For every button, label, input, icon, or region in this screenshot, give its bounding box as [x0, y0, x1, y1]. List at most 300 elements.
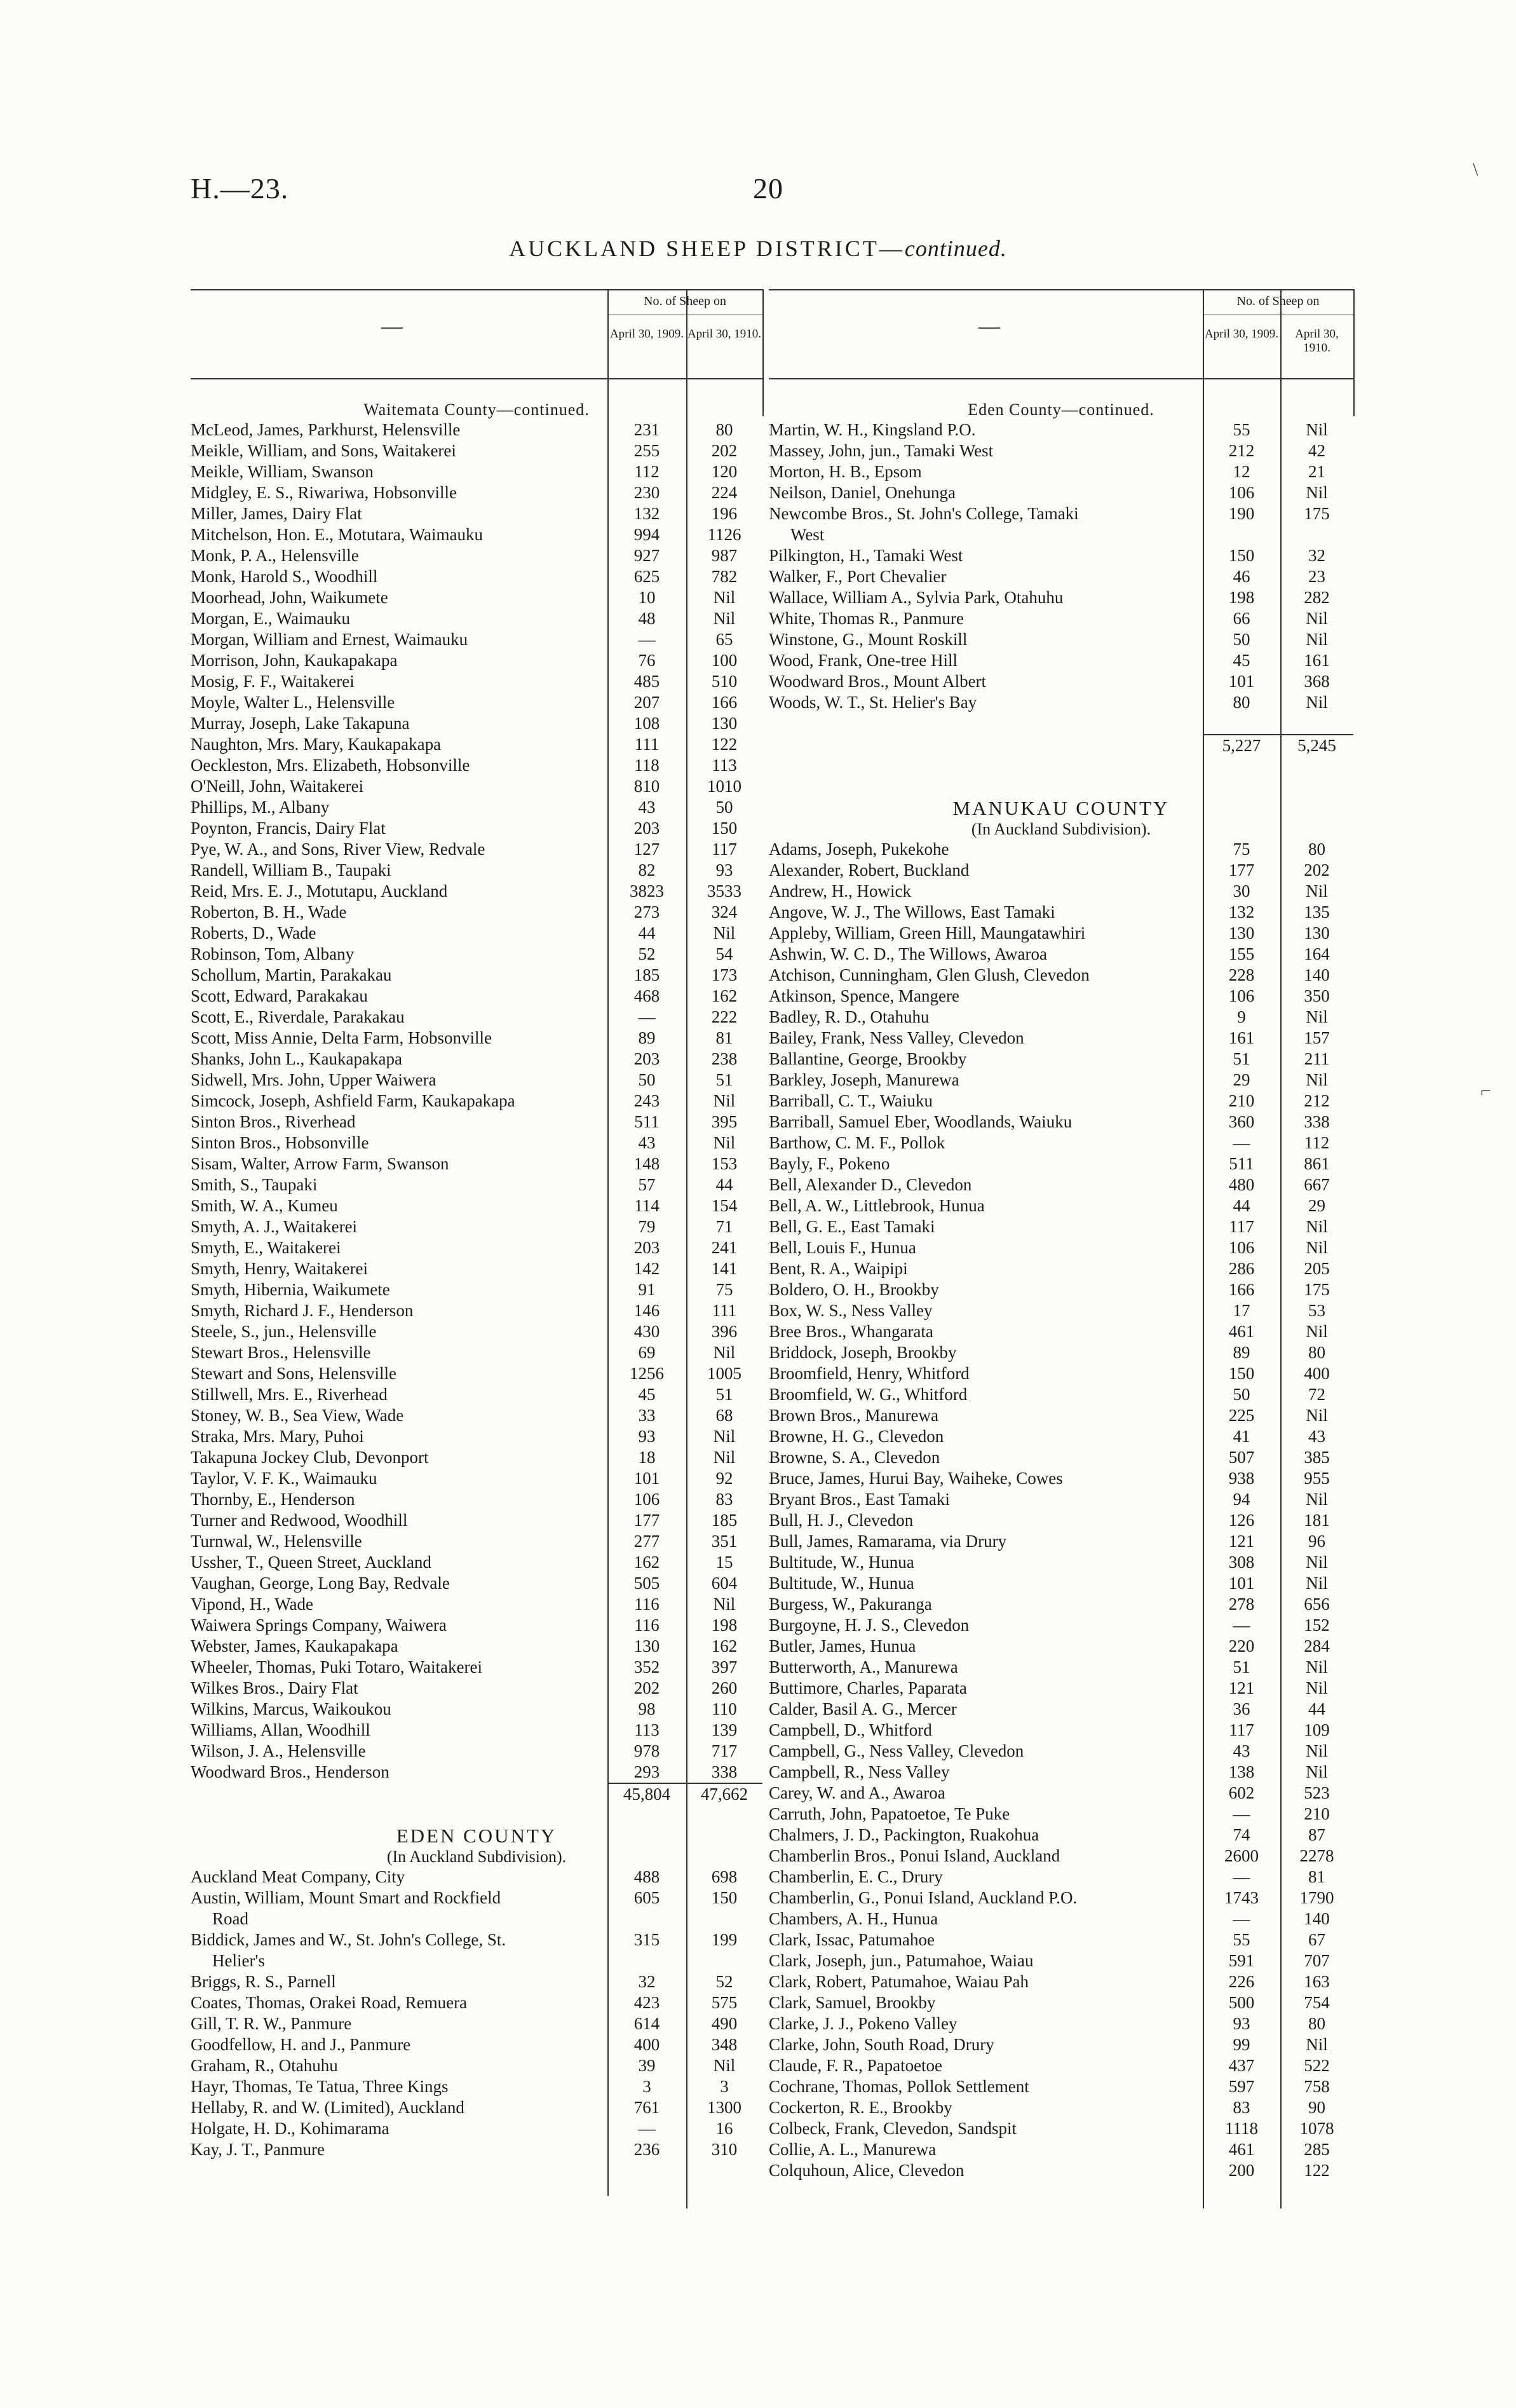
sheep-1909: 46: [1233, 567, 1250, 586]
table-row: [769, 1678, 1353, 1699]
owner-name: Bayly, F., Pokeno: [769, 1154, 890, 1173]
owner-name: Calder, Basil A. G., Mercer: [769, 1699, 957, 1718]
sheep-1910: 758: [1304, 2077, 1330, 2096]
total-1910: 47,662: [686, 1783, 762, 1805]
owner-name: Sisam, Walter, Arrow Farm, Swanson: [191, 1154, 449, 1173]
sheep-1909: 79: [638, 1217, 656, 1236]
sheep-1909: 50: [1233, 1385, 1250, 1404]
table-row: [191, 1573, 762, 1594]
owner-name: Sidwell, Mrs. John, Upper Waiwera: [191, 1070, 437, 1089]
sheep-1909: 810: [633, 777, 660, 796]
row-continuation: Helier's: [212, 1951, 265, 1970]
owner-name: Clark, Robert, Patumahoe, Waiau Pah: [769, 1972, 1029, 1991]
sheep-1910: 282: [1304, 588, 1330, 607]
sheep-1909: 55: [1233, 420, 1250, 439]
table-row: [191, 1971, 762, 1992]
sheep-1910: 154: [711, 1196, 738, 1215]
sheep-1909: 605: [633, 1888, 660, 1907]
table-row: [191, 797, 762, 818]
table-row: [769, 1657, 1353, 1678]
header-dash: —: [381, 315, 403, 338]
owner-name: Kay, J. T., Panmure: [191, 2140, 325, 2159]
owner-name: Hellaby, R. and W. (Limited), Auckland: [191, 2098, 464, 2117]
sheep-1909: 43: [638, 798, 656, 817]
owner-name: Badley, R. D., Otahuhu: [769, 1007, 930, 1026]
table-row: [191, 1342, 762, 1363]
table-row: [769, 1258, 1353, 1279]
owner-name: Moyle, Walter L., Helensville: [191, 693, 395, 712]
owner-name: Monk, P. A., Helensville: [191, 546, 359, 565]
sheep-1910: Nil: [713, 1091, 736, 1110]
sheep-1909: 101: [633, 1469, 660, 1488]
sheep-1910: 16: [715, 2119, 733, 2138]
sheep-1909: 66: [1233, 609, 1250, 628]
table-row: [769, 482, 1353, 503]
owner-name: Meikle, William, and Sons, Waitakerei: [191, 441, 456, 460]
table-row: [769, 1929, 1353, 1950]
table-row: [191, 1657, 762, 1678]
sheep-1909: 142: [633, 1259, 660, 1278]
owner-name: Smyth, A. J., Waitakerei: [191, 1217, 358, 1236]
sheep-1909: 177: [633, 1511, 660, 1530]
table-rows: [191, 400, 762, 2160]
owner-name: Graham, R., Otahuhu: [191, 2056, 338, 2075]
owner-name: Box, W. S., Ness Valley: [769, 1301, 933, 1320]
sheep-1910: Nil: [1306, 609, 1328, 628]
table-row: [191, 881, 762, 902]
spacer: [769, 776, 1353, 797]
sheep-1909: 75: [1233, 840, 1250, 859]
year-1909-header: April 30, 1909.: [609, 327, 684, 341]
owner-name: Poynton, Francis, Dairy Flat: [191, 819, 386, 838]
owner-name: Morgan, E., Waimauku: [191, 609, 351, 628]
table-row: [191, 587, 762, 608]
table-row: [769, 965, 1353, 986]
sheep-1909: 93: [638, 1427, 656, 1446]
owner-name: Campbell, R., Ness Valley: [769, 1762, 950, 1781]
sheep-1909: —: [1233, 1616, 1250, 1635]
sheep-1910: Nil: [713, 2056, 736, 2075]
sheep-1909: 1118: [1225, 2119, 1258, 2138]
sheep-1910: 71: [715, 1217, 733, 1236]
owner-name: Bell, Alexander D., Clevedon: [769, 1175, 972, 1194]
sheep-1909: 430: [633, 1322, 660, 1341]
owner-name: Scott, Edward, Parakakau: [191, 986, 368, 1005]
spacer: [191, 1804, 762, 1825]
table-row: [191, 1174, 762, 1195]
table-row: [769, 860, 1353, 881]
owner-name: Bryant Bros., East Tamaki: [769, 1490, 950, 1509]
table-row: [191, 986, 762, 1007]
sheep-1909: 146: [633, 1301, 660, 1320]
sheep-1910: 522: [1304, 2056, 1330, 2075]
sheep-1910: 53: [1308, 1301, 1325, 1320]
sheep-1910: 43: [1308, 1427, 1325, 1446]
owner-name: Appleby, William, Green Hill, Maungatawhiri: [769, 923, 1086, 942]
table-row: [769, 881, 1353, 902]
sheep-1910: 338: [1304, 1112, 1330, 1131]
owner-name: Ballantine, George, Brookby: [769, 1049, 967, 1068]
owner-name: Gill, T. R. W., Panmure: [191, 2014, 352, 2033]
sheep-1910: 140: [1304, 1909, 1330, 1928]
sheep-1910: 42: [1308, 441, 1325, 460]
sheep-1910: Nil: [1306, 483, 1328, 502]
owner-name: Neilson, Daniel, Onehunga: [769, 483, 956, 502]
table-row: [769, 1594, 1353, 1615]
sheep-1910: Nil: [713, 1448, 736, 1467]
sheep-1910: Nil: [1306, 2035, 1328, 2054]
sheep-1910: 351: [711, 1532, 738, 1551]
sheep-1910: 87: [1308, 1825, 1325, 1844]
sheep-1910: 198: [711, 1616, 738, 1635]
sheep-1910: 205: [1304, 1259, 1330, 1278]
sheep-1910: 510: [711, 672, 738, 691]
sheep-1909: 117: [1229, 1217, 1254, 1236]
sheep-1909: 203: [633, 1049, 660, 1068]
sheep-1909: 994: [633, 525, 660, 544]
sheep-1910: 717: [711, 1741, 738, 1760]
sheep-1910: 350: [1304, 986, 1330, 1005]
sheep-1910: Nil: [1306, 1678, 1328, 1697]
table-row: [769, 566, 1353, 587]
sheep-1910: 2278: [1299, 1846, 1334, 1865]
sheep-1909: 286: [1228, 1259, 1255, 1278]
column-rule: [762, 289, 764, 416]
owner-name: Shanks, John L., Kaukapakapa: [191, 1049, 402, 1068]
sheep-1909: 41: [1233, 1427, 1250, 1446]
table-row: [191, 1112, 762, 1133]
owner-name: Briddock, Joseph, Brookby: [769, 1343, 957, 1362]
sheep-1910: 987: [711, 546, 738, 565]
table-row: [769, 1363, 1353, 1384]
table-top-rule: [769, 289, 1353, 290]
sheep-1910: 54: [715, 944, 733, 963]
table-row: [191, 1279, 762, 1300]
owner-name: Webster, James, Kaukapakapa: [191, 1636, 398, 1656]
table-row: [191, 1363, 762, 1384]
sheep-1910: 396: [711, 1322, 738, 1341]
right-table: [769, 289, 1353, 2208]
sheep-1910: Nil: [1306, 1322, 1328, 1341]
sheep-1909: 106: [1228, 986, 1255, 1005]
sheep-1910: 109: [1304, 1720, 1330, 1739]
table-row: [769, 1636, 1353, 1657]
sheep-1909: 591: [1228, 1951, 1255, 1970]
table-row: [191, 1300, 762, 1321]
sheep-1909: 89: [638, 1028, 656, 1047]
sheep-1909: 18: [638, 1448, 656, 1467]
owner-name: Bultitude, W., Hunua: [769, 1553, 914, 1572]
sheep-1910: 173: [711, 965, 738, 984]
table-row: [191, 1216, 762, 1237]
table-row: [191, 629, 762, 650]
sheep-1909: 2600: [1224, 1846, 1259, 1865]
sheep-1909: 114: [634, 1196, 660, 1215]
owner-name: Goodfellow, H. and J., Panmure: [191, 2035, 411, 2054]
manukau-county-heading: MANUKAU COUNTY: [952, 797, 1170, 819]
sheep-1909: 132: [1228, 902, 1255, 922]
sheep-1909: 400: [633, 2035, 660, 2054]
table-row: [191, 1091, 762, 1112]
sheep-1909: 228: [1228, 965, 1255, 984]
sheep-1909: 121: [1228, 1532, 1255, 1551]
owner-name: Wallace, William A., Sylvia Park, Otahuhu: [769, 588, 1064, 607]
sheep-1909: 278: [1228, 1595, 1255, 1614]
owner-name: Broomfield, Henry, Whitford: [769, 1364, 970, 1383]
sheep-1909: 185: [633, 965, 660, 984]
sheep-1910: Nil: [713, 609, 736, 628]
sheep-1910: Nil: [713, 1595, 736, 1614]
spacer: [769, 713, 1353, 734]
table-row: [769, 419, 1353, 440]
sheep-1910: 400: [1304, 1364, 1330, 1383]
sheep-1910: 120: [711, 462, 738, 481]
sheep-1910: 111: [712, 1301, 737, 1320]
owner-name: Holgate, H. D., Kohimarama: [191, 2119, 389, 2138]
owner-name: Browne, H. G., Clevedon: [769, 1427, 944, 1446]
owner-name: Martin, W. H., Kingsland P.O.: [769, 420, 976, 439]
table-row: [769, 1300, 1353, 1321]
table-row: [769, 1405, 1353, 1426]
owner-name: Hayr, Thomas, Te Tatua, Three Kings: [191, 2077, 449, 2096]
owner-name: Stillwell, Mrs. E., Riverhead: [191, 1385, 388, 1404]
sheep-1910: Nil: [1306, 1406, 1328, 1425]
sheep-1909: 39: [638, 2056, 656, 2075]
owner-name: McLeod, James, Parkhurst, Helensville: [191, 420, 461, 439]
owner-name: Andrew, H., Howick: [769, 881, 911, 901]
sheep-1910: 80: [1308, 840, 1325, 859]
sheep-1910: 324: [711, 902, 738, 922]
owner-name: Sinton Bros., Hobsonville: [191, 1133, 369, 1152]
owner-name: Campbell, G., Ness Valley, Clevedon: [769, 1741, 1024, 1760]
table-row: [769, 1174, 1353, 1195]
owner-name: Morrison, John, Kaukapakapa: [191, 651, 398, 670]
owner-name: Carey, W. and A., Awaroa: [769, 1783, 945, 1802]
spacer: [769, 755, 1353, 776]
table-row: [769, 2118, 1353, 2139]
sheep-1910: Nil: [713, 1343, 736, 1362]
table-row: [191, 1741, 762, 1762]
sheep-1909: 32: [638, 1972, 656, 1991]
table-row: [769, 2055, 1353, 2076]
owner-name: Barriball, Samuel Eber, Woodlands, Waiuku: [769, 1112, 1073, 1131]
table-row: [769, 503, 1353, 524]
table-row: [769, 2139, 1353, 2160]
sheep-1909: 505: [633, 1574, 660, 1593]
table-row: [769, 1720, 1353, 1741]
sheep-1910: 210: [1304, 1804, 1330, 1823]
sheep-1910: 117: [712, 840, 737, 859]
sheep-1910: 3533: [707, 881, 741, 901]
table-row: [769, 1867, 1353, 1888]
sheep-1910: 285: [1304, 2140, 1330, 2159]
sheep-1910: 29: [1308, 1196, 1325, 1215]
sheep-1909: 83: [1233, 2098, 1250, 2117]
sheep-1909: 76: [638, 651, 656, 670]
year-1909-header: April 30, 1909.: [1204, 327, 1279, 341]
table-row: [191, 1594, 762, 1615]
table-row: [191, 2118, 762, 2139]
manukau-subdivision: (In Auckland Subdivision).: [971, 820, 1151, 838]
waitemata-total: [191, 1783, 762, 1804]
sheep-1909: 130: [633, 1636, 660, 1656]
sheep-1909: 150: [1228, 546, 1255, 565]
sheep-1909: 43: [1233, 1741, 1250, 1760]
owner-name: Atchison, Cunningham, Glen Glush, Clevedon: [769, 965, 1090, 984]
owner-name: Newcombe Bros., St. John's College, Tamaki: [769, 504, 1079, 523]
sheep-1909: 150: [1228, 1364, 1255, 1383]
sheep-1910: 92: [715, 1469, 733, 1488]
table-row: [191, 566, 762, 587]
sheep-1910: 153: [711, 1154, 738, 1173]
sheep-1910: 163: [1304, 1972, 1330, 1991]
owner-name: Walker, F., Port Chevalier: [769, 567, 947, 586]
sheep-1909: 111: [634, 735, 660, 754]
owner-name: Cochrane, Thomas, Pollok Settlement: [769, 2077, 1029, 2096]
sheep-1909: 48: [638, 609, 656, 628]
sheep-1910: 65: [715, 630, 733, 649]
sheep-1910: Nil: [1306, 693, 1328, 712]
owner-name: Roberton, B. H., Wade: [191, 902, 347, 922]
sheep-1910: 310: [711, 2140, 738, 2159]
sheep-1910: 161: [1304, 651, 1330, 670]
sheep-1910: 162: [711, 1636, 738, 1656]
table-row: [769, 902, 1353, 923]
table-row: [191, 1929, 762, 1950]
owner-name: Chalmers, J. D., Packington, Ruakohua: [769, 1825, 1039, 1844]
sheep-1910: 338: [711, 1762, 738, 1781]
owner-name: Barriball, C. T., Waiuku: [769, 1091, 933, 1110]
owner-name: O'Neill, John, Waitakerei: [191, 777, 364, 796]
sheep-1909: 273: [633, 902, 660, 922]
table-row: [191, 503, 762, 524]
table-row: [191, 1720, 762, 1741]
table-row: [769, 1468, 1353, 1489]
owner-name: Smyth, Hibernia, Waikumete: [191, 1280, 390, 1299]
sheep-1909: 50: [638, 1070, 656, 1089]
owner-name: Bree Bros., Whangarata: [769, 1322, 933, 1341]
owner-name: Scott, E., Riverdale, Parakakau: [191, 1007, 405, 1026]
table-row: [191, 2013, 762, 2034]
sheep-1909: 118: [634, 756, 660, 775]
sheep-1909: 614: [633, 2014, 660, 2033]
document-reference: H.—23.: [191, 172, 289, 205]
left-table: [191, 289, 762, 2208]
sheep-1910: 52: [715, 1972, 733, 1991]
sheep-1910: 1078: [1299, 2119, 1334, 2138]
sheep-1909: 51: [1233, 1049, 1250, 1068]
sheep-1909: 1743: [1224, 1888, 1259, 1907]
sheep-1909: 112: [634, 462, 660, 481]
sheep-1910: 80: [1308, 2014, 1325, 2033]
table-row: [191, 671, 762, 692]
table-row: [191, 1384, 762, 1405]
sheep-1909: 161: [1228, 1028, 1255, 1047]
owner-name: Winstone, G., Mount Roskill: [769, 630, 968, 649]
owner-name: Reid, Mrs. E. J., Motutapu, Auckland: [191, 881, 448, 901]
sheep-1910: 67: [1308, 1930, 1325, 1949]
owner-name: Bell, A. W., Littlebrook, Hunua: [769, 1196, 985, 1215]
owner-name: Buttimore, Charles, Paparata: [769, 1678, 967, 1697]
sheep-1910: 196: [711, 504, 738, 523]
owner-name: Smyth, E., Waitakerei: [191, 1238, 341, 1257]
owner-name: Straka, Mrs. Mary, Puhoi: [191, 1427, 364, 1446]
sheep-1909: 52: [638, 944, 656, 963]
owner-name: Monk, Harold S., Woodhill: [191, 567, 378, 586]
sheep-1910: Nil: [1306, 881, 1328, 901]
owner-name: Pilkington, H., Tamaki West: [769, 546, 963, 565]
sheep-1910: Nil: [1306, 1490, 1328, 1509]
owner-name: Chamberlin, E. C., Drury: [769, 1867, 943, 1886]
table-row: [191, 1405, 762, 1426]
sheep-1910: 130: [1304, 923, 1330, 942]
owner-name: Bultitude, W., Hunua: [769, 1574, 914, 1593]
total-1909: 5,227: [1203, 734, 1280, 756]
owner-name: Woodward Bros., Mount Albert: [769, 672, 987, 691]
sheep-1910: 152: [1304, 1616, 1330, 1635]
sheep-1909: 121: [1228, 1678, 1255, 1697]
owner-name: Bull, H. J., Clevedon: [769, 1511, 914, 1530]
sheep-1909: 10: [638, 588, 656, 607]
sheep-1909: 138: [1228, 1762, 1255, 1781]
sheep-1909: 106: [633, 1490, 660, 1509]
sheep-1910: 656: [1304, 1595, 1330, 1614]
table-row: [769, 2034, 1353, 2055]
table-row: [191, 776, 762, 797]
sheep-1910: Nil: [1306, 1741, 1328, 1760]
sheep-1909: 255: [633, 441, 660, 460]
sheep-1909: 625: [633, 567, 660, 586]
sheep-1910: 150: [711, 1888, 738, 1907]
sheep-1909: 293: [633, 1762, 660, 1781]
owner-name: Campbell, D., Whitford: [769, 1720, 932, 1739]
table-row: [769, 1762, 1353, 1783]
sheep-1909: 602: [1228, 1783, 1255, 1802]
sheep-1909: 101: [1228, 1574, 1255, 1593]
sheep-1910: Nil: [1306, 1553, 1328, 1572]
table-row: [769, 671, 1353, 692]
table-row: [769, 2013, 1353, 2034]
sheep-1909: 978: [633, 1741, 660, 1760]
table-row: [191, 692, 762, 713]
sheep-1910: 139: [711, 1720, 738, 1739]
sheep-1910: 1010: [707, 777, 741, 796]
sheep-1909: 485: [633, 672, 660, 691]
table-row: [769, 1825, 1353, 1846]
table-row: [769, 1028, 1353, 1049]
table-row: [769, 2160, 1353, 2181]
owner-name: Boldero, O. H., Brookby: [769, 1280, 939, 1299]
owner-name: Clark, Samuel, Brookby: [769, 1993, 936, 2012]
scan-mark: \: [1473, 159, 1479, 180]
table-row: [191, 2034, 762, 2055]
sheep-1909: 126: [1228, 1511, 1255, 1530]
sheep-1909: 106: [1228, 483, 1255, 502]
sheep-1910: 44: [1308, 1699, 1325, 1718]
owner-name: Bruce, James, Hurui Bay, Waiheke, Cowes: [769, 1469, 1063, 1488]
sheep-1909: 360: [1228, 1112, 1255, 1131]
sheep-1909: 210: [1228, 1091, 1255, 1110]
sheep-1909: 9: [1237, 1007, 1246, 1026]
sheep-1909: 155: [1228, 944, 1255, 963]
sheep-1909: 938: [1228, 1469, 1255, 1488]
table-row: [769, 1971, 1353, 1992]
scan-mark: ⌐: [1480, 1080, 1491, 1101]
table-row: [769, 1091, 1353, 1112]
owner-name: Carruth, John, Papatoetoe, Te Puke: [769, 1804, 1010, 1823]
table-row: [769, 1321, 1353, 1342]
table-row: [769, 1489, 1353, 1510]
